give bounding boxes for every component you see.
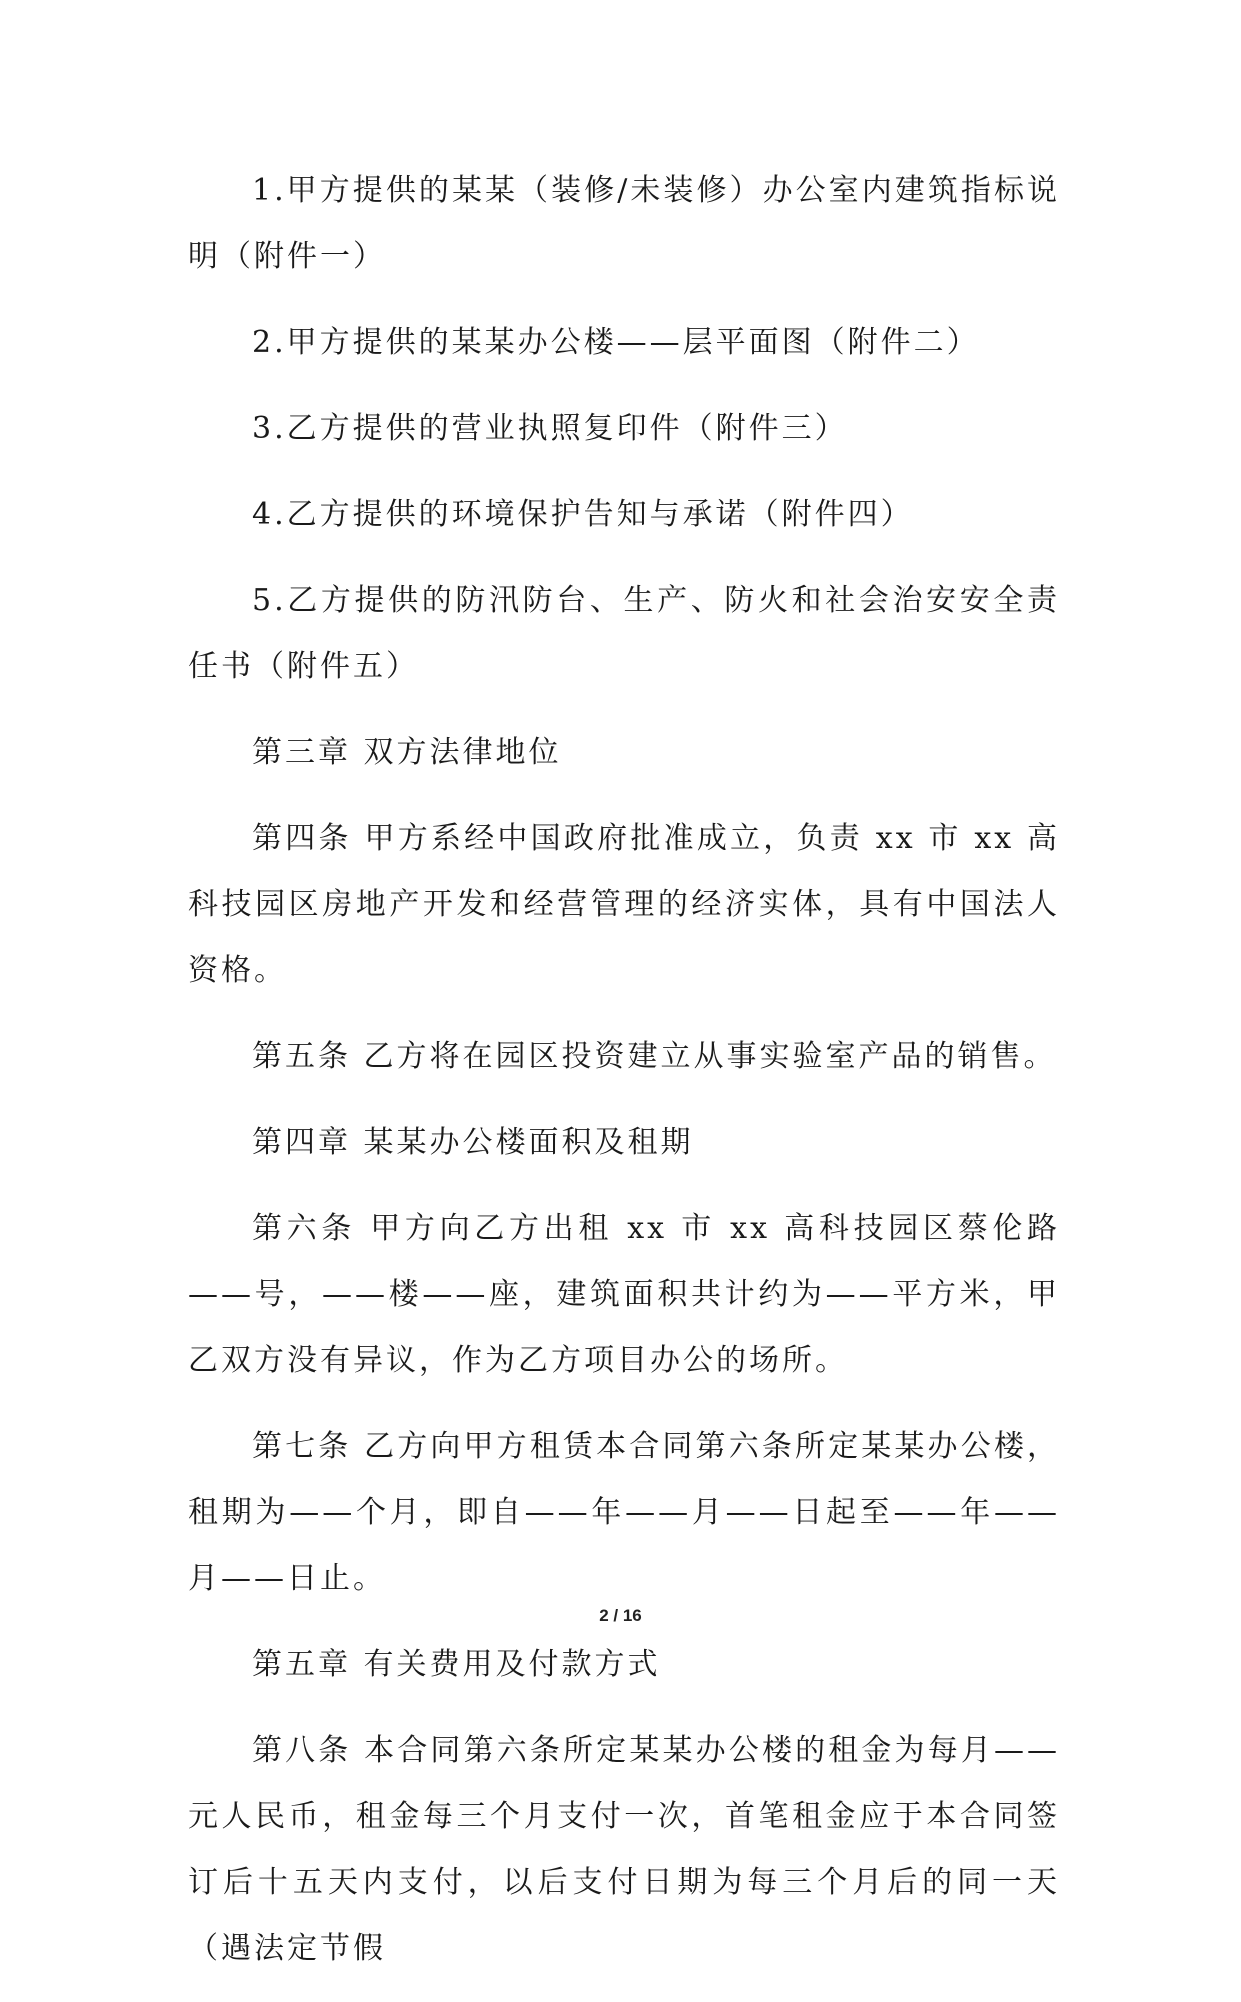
- chapter-5-heading: 第五章 有关费用及付款方式: [252, 1647, 661, 1682]
- attachment-item-4: 4.乙方提供的环境保护告知与承诺（附件四）: [252, 497, 914, 532]
- article-7: 第七条 乙方向甲方租赁本合同第六条所定某某办公楼，租期为——个月，即自——年——月——日起至——年——月——日止。: [188, 1429, 1060, 1596]
- attachment-item-3: 3.乙方提供的营业执照复印件（附件三）: [252, 411, 848, 446]
- article-5: 第五条 乙方将在园区投资建立从事实验室产品的销售。: [252, 1039, 1057, 1074]
- article-8: 第八条 本合同第六条所定某某办公楼的租金为每月——元人民币，租金每三个月支付一次，首笔租金应于本合同签订后十五天内支付，以后支付日期为每三个月后的同一天（遇法定节假: [188, 1733, 1060, 1966]
- page-number: 2 / 16: [599, 1606, 642, 1625]
- article-4: 第四条 甲方系经中国政府批准成立，负责 xx 市 xx 高科技园区房地产开发和经营管理的经济实体，具有中国法人资格。: [188, 821, 1060, 988]
- chapter-3-heading: 第三章 双方法律地位: [252, 735, 562, 770]
- attachment-item-1: 1.甲方提供的某某（装修/未装修）办公室内建筑指标说明（附件一）: [188, 173, 1060, 274]
- document-body: [188, 158, 1060, 2002]
- attachment-item-2: 2.甲方提供的某某办公楼——层平面图（附件二）: [252, 325, 980, 360]
- article-6: 第六条 甲方向乙方出租 xx 市 xx 高科技园区蔡伦路——号，——楼——座，建筑面积共计约为——平方米，甲乙双方没有异议，作为乙方项目办公的场所。: [188, 1211, 1060, 1378]
- chapter-4-heading: 第四章 某某办公楼面积及租期: [252, 1125, 694, 1160]
- attachment-item-5: 5.乙方提供的防汛防台、生产、防火和社会治安安全责任书（附件五）: [188, 583, 1060, 684]
